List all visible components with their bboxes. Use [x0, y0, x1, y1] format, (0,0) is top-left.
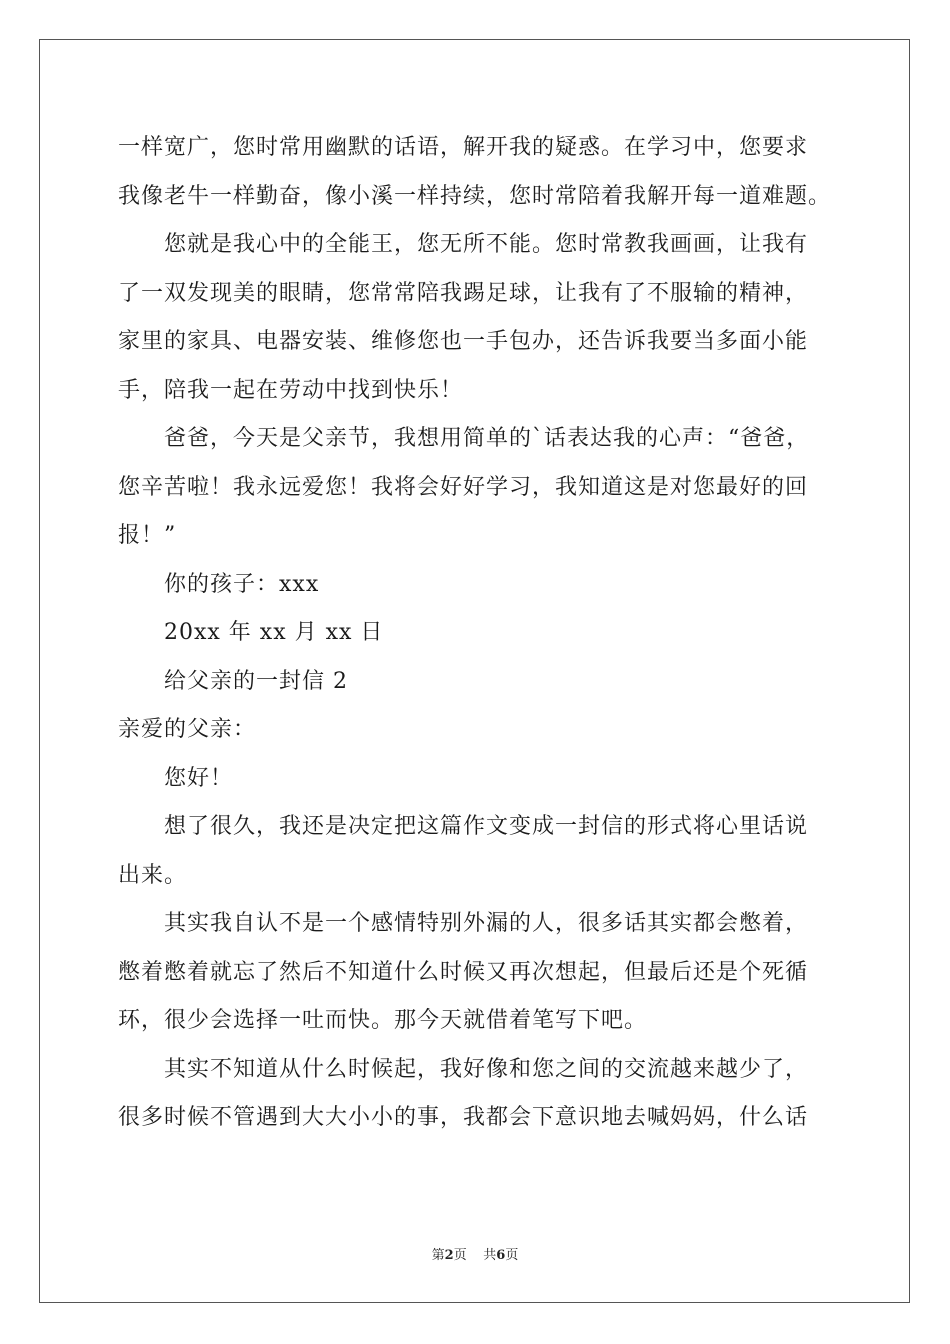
text-line: 出来。 [118, 862, 188, 888]
footer-total-suffix: 页 [505, 1248, 519, 1263]
text-line: 爸爸，今天是父亲节，我想用简单的`话表达我的心声：“爸爸， [164, 426, 810, 451]
text-line: 您好！ [164, 765, 234, 791]
text-line: 家里的家具、电器安装、维修您也一手包办，还告诉我要当多面小能 [118, 329, 809, 354]
footer-page-suffix: 页 [453, 1248, 467, 1263]
letter-body [118, 128, 838, 1147]
text-line: 憋着憋着就忘了然后不知道什么时候又再次想起，但最后还是个死循 [118, 959, 809, 985]
text-line: 很多时候不管遇到大大小小的事，我都会下意识地去喊妈妈，什么话 [118, 1105, 809, 1130]
text-line: 您就是我心中的全能王，您无所不能。您时常教我画画，让我有 [164, 232, 809, 257]
text-line: 报！” [118, 523, 177, 548]
text-line: 20xx 年 xx 月 xx 日 [164, 620, 384, 645]
text-line: 其实不知道从什么时候起，我好像和您之间的交流越来越少了， [164, 1056, 809, 1082]
text-line: 您辛苦啦！我永远爱您！我将会好好学习，我知道这是对您最好的回 [118, 474, 809, 500]
footer-total-prefix: 共 [483, 1248, 497, 1263]
text-line: 亲爱的父亲： [118, 717, 257, 742]
text-line: 其实我自认不是一个感情特别外漏的人，很多话其实都会憋着， [164, 911, 809, 936]
text-line: 给父亲的一封信 2 [164, 668, 348, 694]
text-line: 想了很久，我还是决定把这篇作文变成一封信的形式将心里话说 [164, 814, 809, 839]
page-footer [0, 1248, 950, 1264]
text-line: 你的孩子：xxx [164, 571, 320, 597]
footer-total-pages: 6 [496, 1248, 506, 1263]
text-line: 手，陪我一起在劳动中找到快乐！ [118, 377, 464, 403]
text-line: 我像老牛一样勤奋，像小溪一样持续，您时常陪着我解开每一道难题。 [118, 183, 832, 209]
footer-page-prefix: 第 [431, 1248, 445, 1263]
text-line: 环，很少会选择一吐而快。那今天就借着笔写下吧。 [118, 1008, 648, 1033]
text-line: 了一双发现美的眼睛，您常常陪我踢足球，让我有了不服输的精神， [118, 280, 809, 306]
text-line: 一样宽广，您时常用幽默的话语，解开我的疑惑。在学习中，您要求 [118, 135, 809, 160]
footer-current-page: 2 [444, 1248, 454, 1263]
